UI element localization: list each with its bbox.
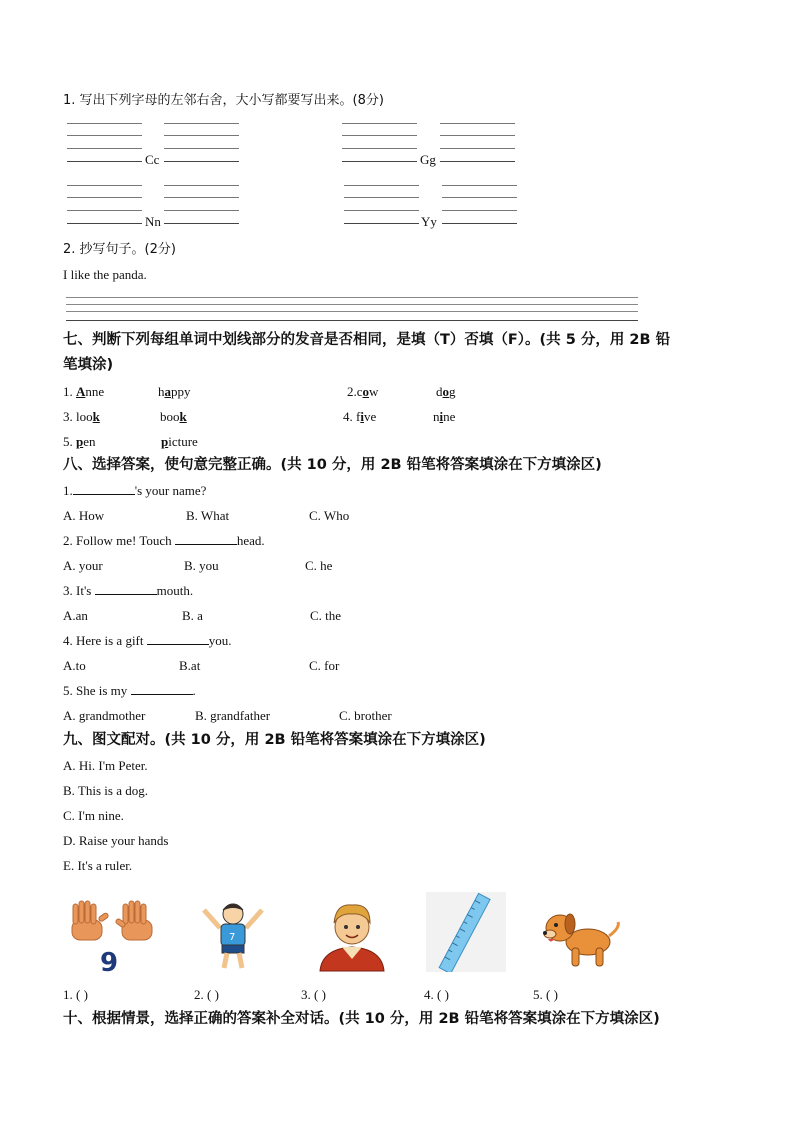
mc-option[interactable]: B. you	[184, 558, 219, 573]
section-8-title: 八、选择答案，使句意完整正确。(共 10 分，用 2B 铅笔将答案填涂在下方填涂区)	[63, 457, 602, 473]
mc-question-4: 4. Here is a gift you.	[63, 633, 232, 648]
mc-option[interactable]: C. Who	[309, 508, 350, 523]
match-option-e: E. It's a ruler.	[63, 858, 133, 873]
mc-option[interactable]: C. brother	[339, 708, 392, 723]
match-blank-3[interactable]: 3. ( )	[301, 987, 326, 1002]
sentence-writing-lines[interactable]	[66, 297, 638, 321]
section-9-title: 九、图文配对。(共 10 分，用 2B 铅笔将答案填涂在下方填涂区)	[63, 732, 486, 748]
mc-question-3: 3. It's mouth.	[63, 583, 194, 598]
writing-lines[interactable]	[164, 185, 239, 223]
mc-option[interactable]: B. What	[186, 508, 230, 523]
writing-lines[interactable]	[67, 123, 142, 161]
question-2-copy: 2. 抄写句子。(2分)	[63, 242, 176, 257]
mc-option[interactable]: B. a	[182, 608, 203, 623]
writing-lines[interactable]	[342, 123, 417, 161]
question-1-letters: 1. 写出下列字母的左邻右舍，大小写都要写出来。(8分)	[63, 93, 384, 108]
match-option-d: D. Raise your hands	[63, 833, 169, 848]
match-blank-4[interactable]: 4. ( )	[424, 987, 449, 1002]
match-option-c: C. I'm nine.	[63, 808, 124, 823]
letter-nn: Nn	[145, 214, 161, 229]
mc-option[interactable]: C. the	[310, 608, 342, 623]
match-option-b: B. This is a dog.	[63, 783, 148, 798]
match-option-a: A. Hi. I'm Peter.	[63, 758, 148, 773]
mc-option[interactable]: C. for	[309, 658, 340, 673]
hands-nine-image	[64, 898, 162, 974]
shirt-number: 7	[229, 932, 236, 943]
mc-option[interactable]: C. he	[305, 558, 333, 573]
writing-lines[interactable]	[67, 185, 142, 223]
mc-question-2: 2. Follow me! Touch head.	[63, 533, 265, 548]
match-blank-5[interactable]: 5. ( )	[533, 987, 558, 1002]
letter-cc: Cc	[145, 152, 160, 167]
boy-peter-image	[312, 895, 392, 973]
mc-option[interactable]: B. grandfather	[195, 708, 271, 723]
writing-lines[interactable]	[344, 185, 419, 223]
mc-option[interactable]: B.at	[179, 658, 201, 673]
letter-yy: Yy	[421, 214, 437, 229]
section-7-title-cont: 笔填涂)	[63, 357, 114, 373]
writing-lines[interactable]	[440, 123, 515, 161]
mc-option[interactable]: A.an	[63, 608, 88, 623]
writing-lines[interactable]	[164, 123, 239, 161]
nine-numeral: 9	[100, 948, 119, 974]
mc-option[interactable]: A.to	[63, 658, 86, 673]
mc-question-5: 5. She is my .	[63, 683, 196, 698]
mc-question-1: 1. 's your name?	[63, 483, 207, 498]
section-10-title: 十、根据情景，选择正确的答案补全对话。(共 10 分，用 2B 铅笔将答案填涂在下方填涂区)	[63, 1011, 660, 1027]
copy-sentence: I like the panda.	[63, 267, 147, 282]
writing-lines[interactable]	[442, 185, 517, 223]
mc-option[interactable]: A. your	[63, 558, 103, 573]
mc-option[interactable]: A. grandmother	[63, 708, 146, 723]
ruler-image	[426, 892, 506, 972]
boy-raising-hands-image	[190, 896, 276, 972]
match-blank-1[interactable]: 1. ( )	[63, 987, 88, 1002]
letter-gg: Gg	[420, 152, 436, 167]
dog-image	[538, 898, 622, 970]
section-7-title: 七、判断下列每组单词中划线部分的发音是否相同，是填（T）否填（F）。(共 5 分，用 2B 铅	[63, 332, 671, 348]
mc-option[interactable]: A. How	[63, 508, 105, 523]
match-blank-2[interactable]: 2. ( )	[194, 987, 219, 1002]
